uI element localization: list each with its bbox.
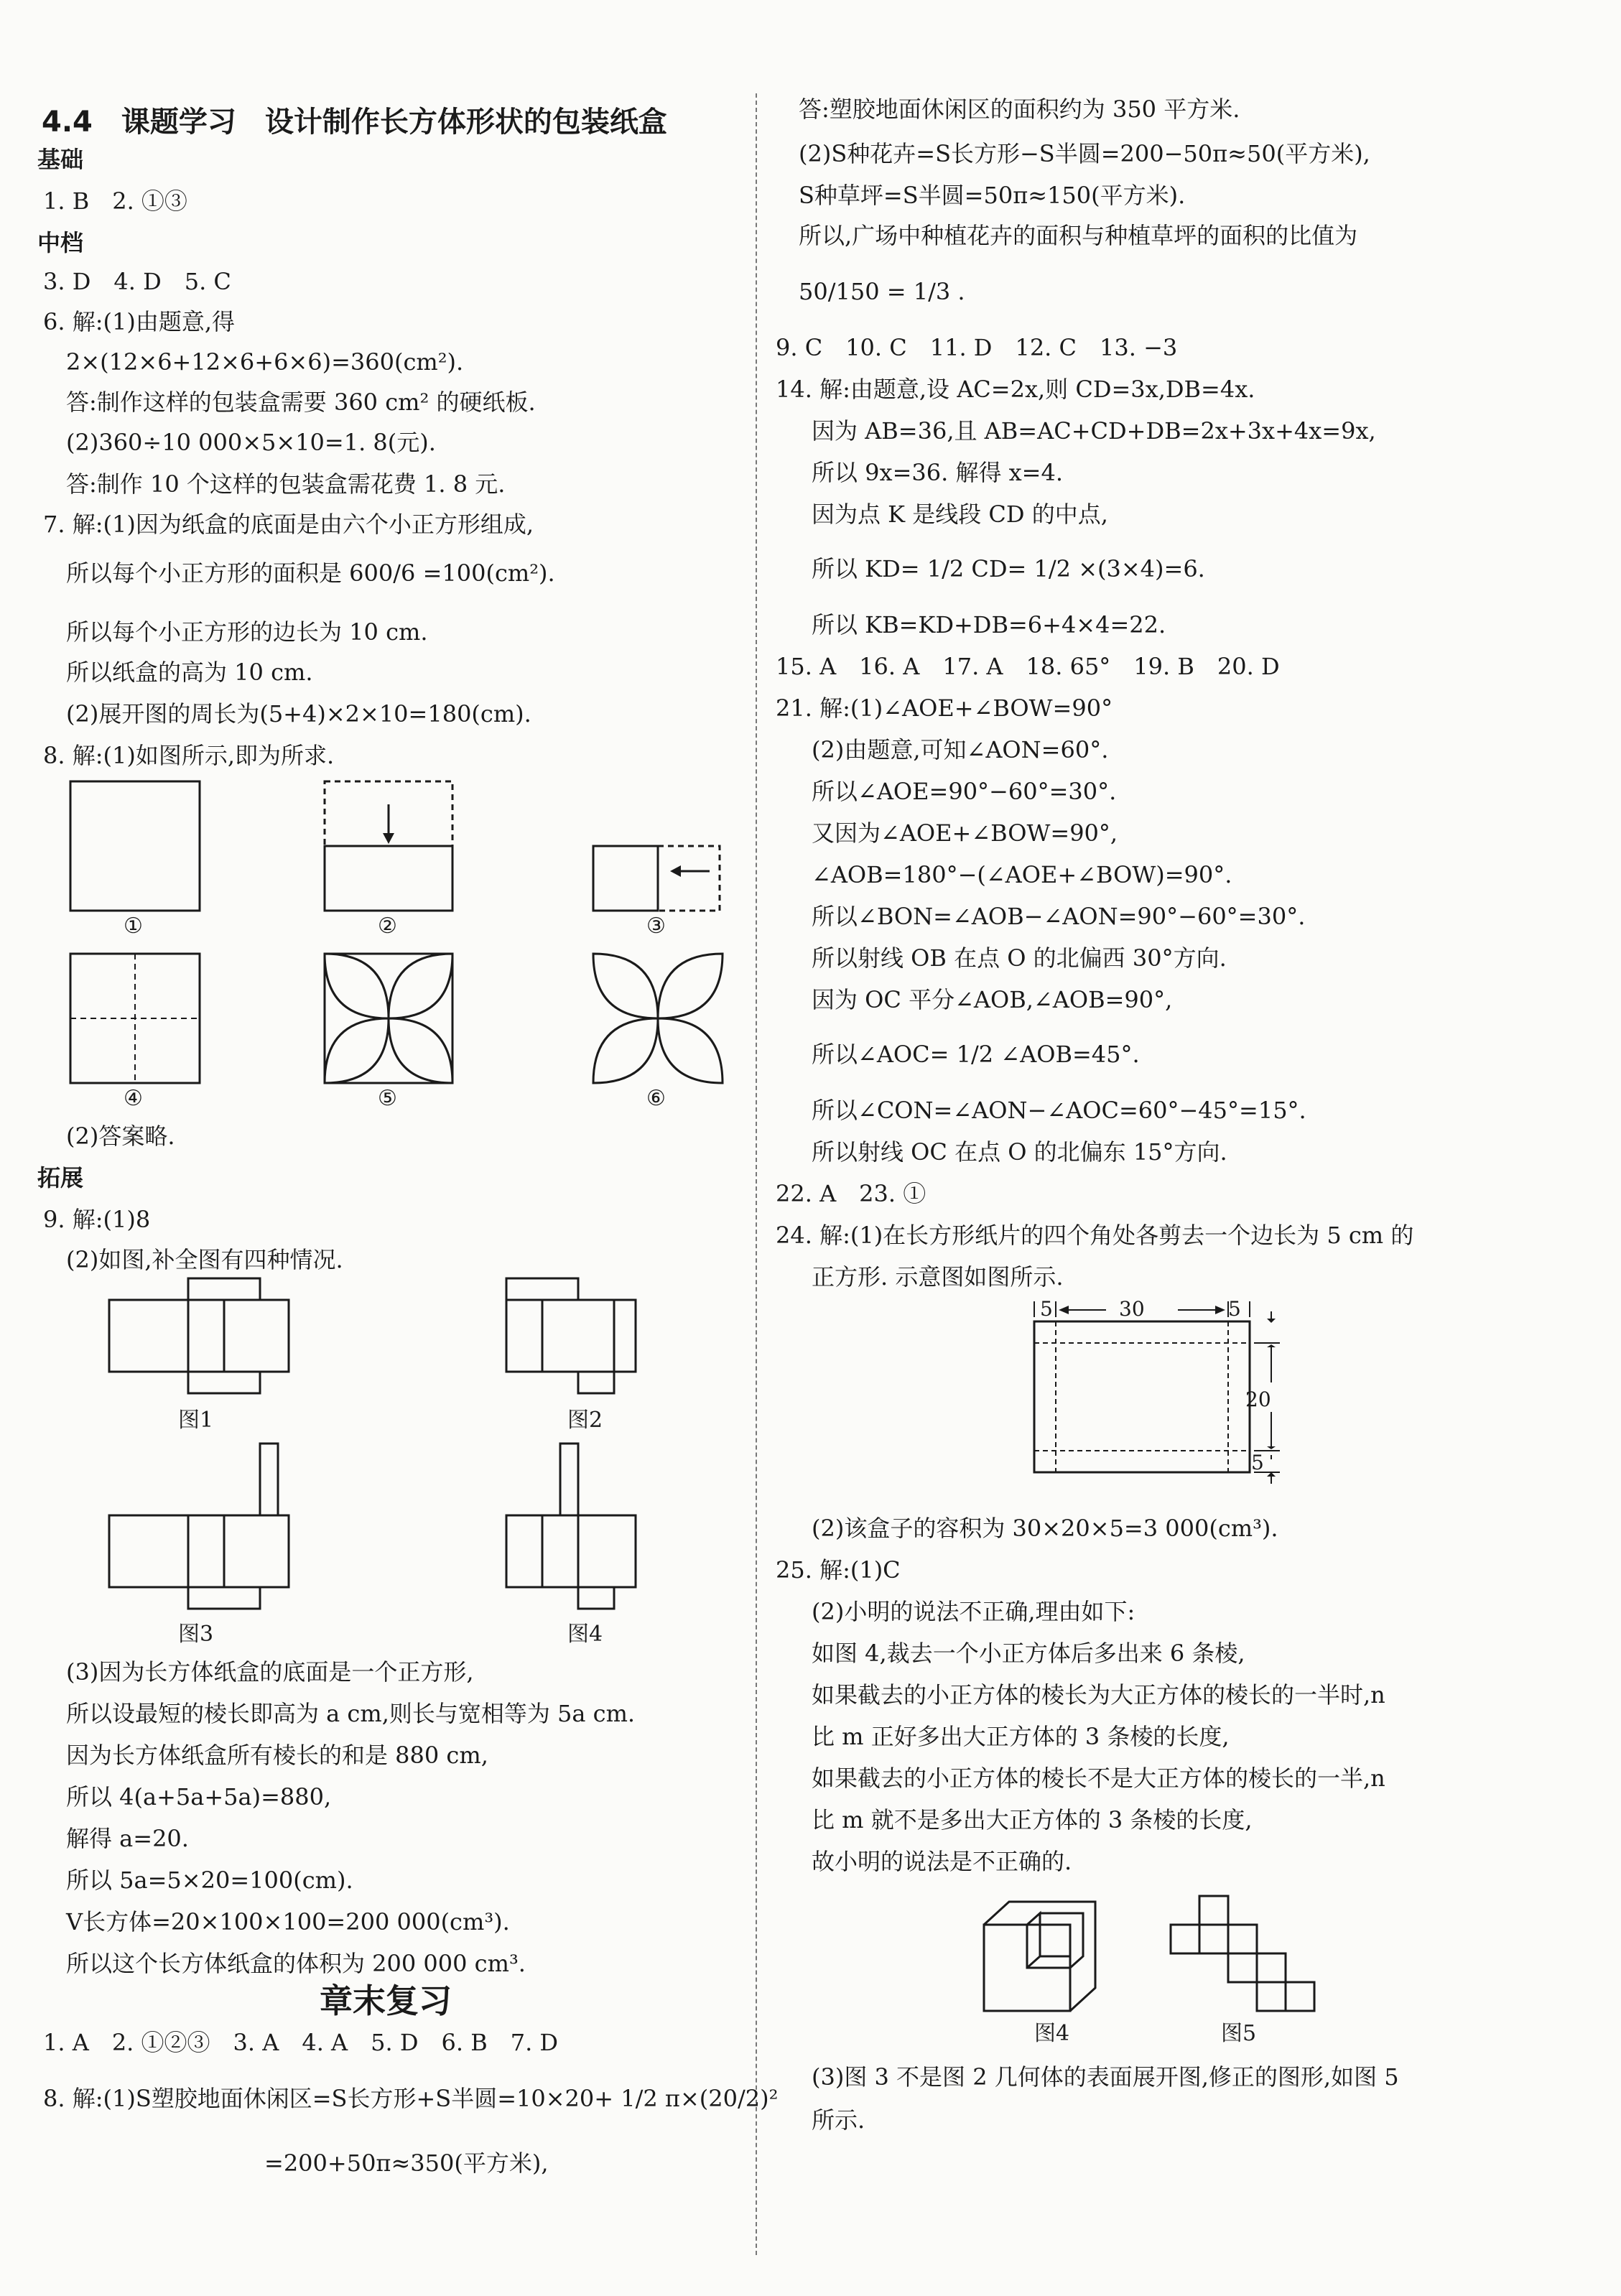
figure-caption: ⑤ — [378, 1086, 397, 1111]
figure-caption: ③ — [646, 914, 666, 939]
answer-line: 故小明的说法是不正确的. — [812, 1848, 1072, 1875]
heading-extension: 拓展 — [37, 1164, 84, 1191]
cube-figures — [977, 1882, 1365, 2025]
figure-caption: 图2 — [567, 1408, 603, 1433]
answer-line: 答:制作 10 个这样的包装盒需花费 1. 8 元. — [66, 470, 506, 498]
answer-line: 因为 OC 平分∠AOB,∠AOB=90°, — [812, 986, 1173, 1013]
answer-line: 1. A 2. ①②③ 3. A 4. A 5. D 6. B 7. D — [43, 2029, 559, 2056]
chapter-heading: 章末复习 — [320, 1981, 452, 2020]
answer-line: (3)因为长方体纸盒的底面是一个正方形, — [66, 1658, 474, 1686]
answer-line: 8. 解:(1)S塑胶地面休闲区=S长方形+S半圆=10×20+ 1/2 π×(20/2)² — [43, 2085, 779, 2112]
answer-line: 所以这个长方体纸盒的体积为 200 000 cm³. — [66, 1950, 526, 1977]
answer-line: 答:塑胶地面休闲区的面积约为 350 平方米. — [799, 96, 1240, 123]
answer-line: 正方形. 示意图如图所示. — [812, 1263, 1064, 1291]
figure-caption: 图3 — [178, 1622, 214, 1647]
answer-line: ∠AOB=180°−(∠AOE+∠BOW)=90°. — [812, 861, 1232, 888]
answer-line: (2)S种花卉=S长方形−S半圆=200−50π≈50(平方米), — [799, 140, 1370, 167]
dimension-label: 5 — [1040, 1297, 1053, 1321]
answer-line: 25. 解:(1)C — [776, 1556, 901, 1584]
answer-line: 又因为∠AOE+∠BOW=90°, — [812, 819, 1118, 847]
answer-line: 如果截去的小正方体的棱长不是大正方体的棱长的一半,n — [812, 1765, 1385, 1792]
answer-line: 50/150 = 1/3 . — [799, 278, 965, 305]
answer-line: (2)如图,补全图有四种情况. — [66, 1246, 343, 1273]
figure-caption: ① — [124, 914, 143, 939]
answer-line: S种草坪=S半圆=50π≈150(平方米). — [799, 182, 1186, 209]
answer-line: (2)360÷10 000×5×10=1. 8(元). — [66, 429, 436, 456]
answer-line: 24. 解:(1)在长方形纸片的四个角处各剪去一个边长为 5 cm 的 — [776, 1222, 1414, 1249]
figure-caption: ④ — [124, 1086, 143, 1111]
answer-line: 比 m 就不是多出大正方体的 3 条棱的长度, — [812, 1806, 1253, 1833]
answer-line: 答:制作这样的包装盒需要 360 cm² 的硬纸板. — [66, 389, 536, 416]
answer-line: 22. A 23. ① — [776, 1180, 926, 1207]
figure-3-square — [593, 846, 658, 911]
answer-line: 解得 a=20. — [66, 1825, 189, 1852]
answer-line: (2)由题意,可知∠AON=60°. — [812, 736, 1109, 763]
dimension-label: 5 — [1251, 1451, 1264, 1474]
dimension-label: 20 — [1245, 1388, 1271, 1411]
answer-line: 所以 9x=36. 解得 x=4. — [812, 459, 1064, 486]
figure-3-dashed — [658, 846, 720, 911]
answer-line: 所以纸盒的高为 10 cm. — [66, 659, 313, 686]
answer-line: 所示. — [812, 2106, 865, 2134]
answer-line: 8. 解:(1)如图所示,即为所求. — [43, 742, 335, 769]
answer-line: (3)图 3 不是图 2 几何体的表面展开图,修正的图形,如图 5 — [812, 2063, 1399, 2091]
figure-5-petals — [325, 954, 452, 1083]
answer-line: (2)答案略. — [66, 1123, 175, 1150]
answer-line: (2)该盒子的容积为 30×20×5=3 000(cm³). — [812, 1515, 1278, 1542]
answer-line: 所以每个小正方形的边长为 10 cm. — [66, 618, 428, 646]
answer-line: 所以每个小正方形的面积是 600/6 =100(cm²). — [66, 559, 555, 587]
answer-line: 因为点 K 是线段 CD 的中点, — [812, 501, 1108, 528]
answer-line: 所以射线 OC 在点 O 的北偏东 15°方向. — [812, 1138, 1227, 1166]
answer-line: 所以∠AOC= 1/2 ∠AOB=45°. — [812, 1041, 1140, 1068]
figure-caption: 图4 — [567, 1622, 603, 1647]
answer-line: 所以射线 OB 在点 O 的北偏西 30°方向. — [812, 944, 1227, 972]
answer-line: 9. C 10. C 11. D 12. C 13. −3 — [776, 334, 1178, 361]
figure-caption: 图5 — [1221, 2021, 1257, 2046]
heading-medium: 中档 — [37, 229, 84, 256]
answer-line: 所以∠AOE=90°−60°=30°. — [812, 778, 1117, 805]
answer-line: 所以 KB=KD+DB=6+4×4=22. — [812, 611, 1166, 638]
answer-line: 所以 KD= 1/2 CD= 1/2 ×(3×4)=6. — [812, 555, 1205, 582]
dimension-label: 30 — [1119, 1297, 1145, 1321]
answer-line: 如果截去的小正方体的棱长为大正方体的棱长的一半时,n — [812, 1681, 1385, 1709]
answer-line: 所以 5a=5×20=100(cm). — [66, 1867, 353, 1894]
answer-line: V长方体=20×100×100=200 000(cm³). — [66, 1908, 510, 1935]
answer-line: 比 m 正好多出大正方体的 3 条棱的长度, — [812, 1723, 1230, 1750]
answer-line: 所以∠CON=∠AON−∠AOC=60°−45°=15°. — [812, 1097, 1306, 1124]
answer-line: 如图 4,裁去一个小正方体后多出来 6 条棱, — [812, 1640, 1245, 1667]
figure-1-square — [70, 781, 200, 911]
figure-caption: ⑥ — [646, 1086, 666, 1111]
answer-line: 15. A 16. A 17. A 18. 65° 19. B 20. D — [776, 653, 1280, 680]
figure-6-petals — [593, 954, 723, 1083]
answer-line: 所以 4(a+5a+5a)=880, — [66, 1783, 332, 1811]
answer-line: 7. 解:(1)因为纸盒的底面是由六个小正方形组成, — [43, 511, 534, 538]
answer-line: 因为 AB=36,且 AB=AC+CD+DB=2x+3x+4x=9x, — [812, 417, 1376, 445]
section-title: 4.4 课题学习 设计制作长方体形状的包装纸盒 — [42, 106, 667, 139]
answer-line: (2)展开图的周长为(5+4)×2×10=180(cm). — [66, 700, 531, 728]
heading-basic: 基础 — [37, 146, 84, 173]
answer-line: 所以设最短的棱长即高为 a cm,则长与宽相等为 5a cm. — [66, 1700, 636, 1727]
answer-line: 所以,广场中种植花卉的面积与种植草坪的面积的比值为 — [799, 222, 1358, 249]
answer-line: 3. D 4. D 5. C — [43, 268, 231, 295]
answer-line: 14. 解:由题意,设 AC=2x,则 CD=3x,DB=4x. — [776, 376, 1255, 403]
answer-line: 6. 解:(1)由题意,得 — [43, 308, 235, 335]
answer-line: =200+50π≈350(平方米), — [264, 2149, 549, 2177]
answer-line: (2)小明的说法不正确,理由如下: — [812, 1598, 1135, 1625]
answer-line: 因为长方体纸盒所有棱长的和是 880 cm, — [66, 1742, 488, 1769]
figure-caption: ② — [378, 914, 397, 939]
net-figures — [101, 1271, 646, 1630]
dimension-label: 5 — [1228, 1297, 1241, 1321]
answer-line: 9. 解:(1)8 — [43, 1206, 151, 1233]
figure-caption: 图1 — [178, 1408, 214, 1433]
column-divider — [756, 93, 757, 2255]
folding-figures — [65, 776, 754, 1113]
answer-line: 1. B 2. ①③ — [43, 187, 187, 215]
figure-caption: 图4 — [1034, 2021, 1070, 2046]
answer-line: 所以∠BON=∠AOB−∠AON=90°−60°=30°. — [812, 903, 1306, 930]
figure-2-rect — [325, 846, 452, 911]
answer-line: 21. 解:(1)∠AOE+∠BOW=90° — [776, 694, 1113, 722]
answer-line: 2×(12×6+12×6+6×6)=360(cm²). — [66, 348, 464, 376]
